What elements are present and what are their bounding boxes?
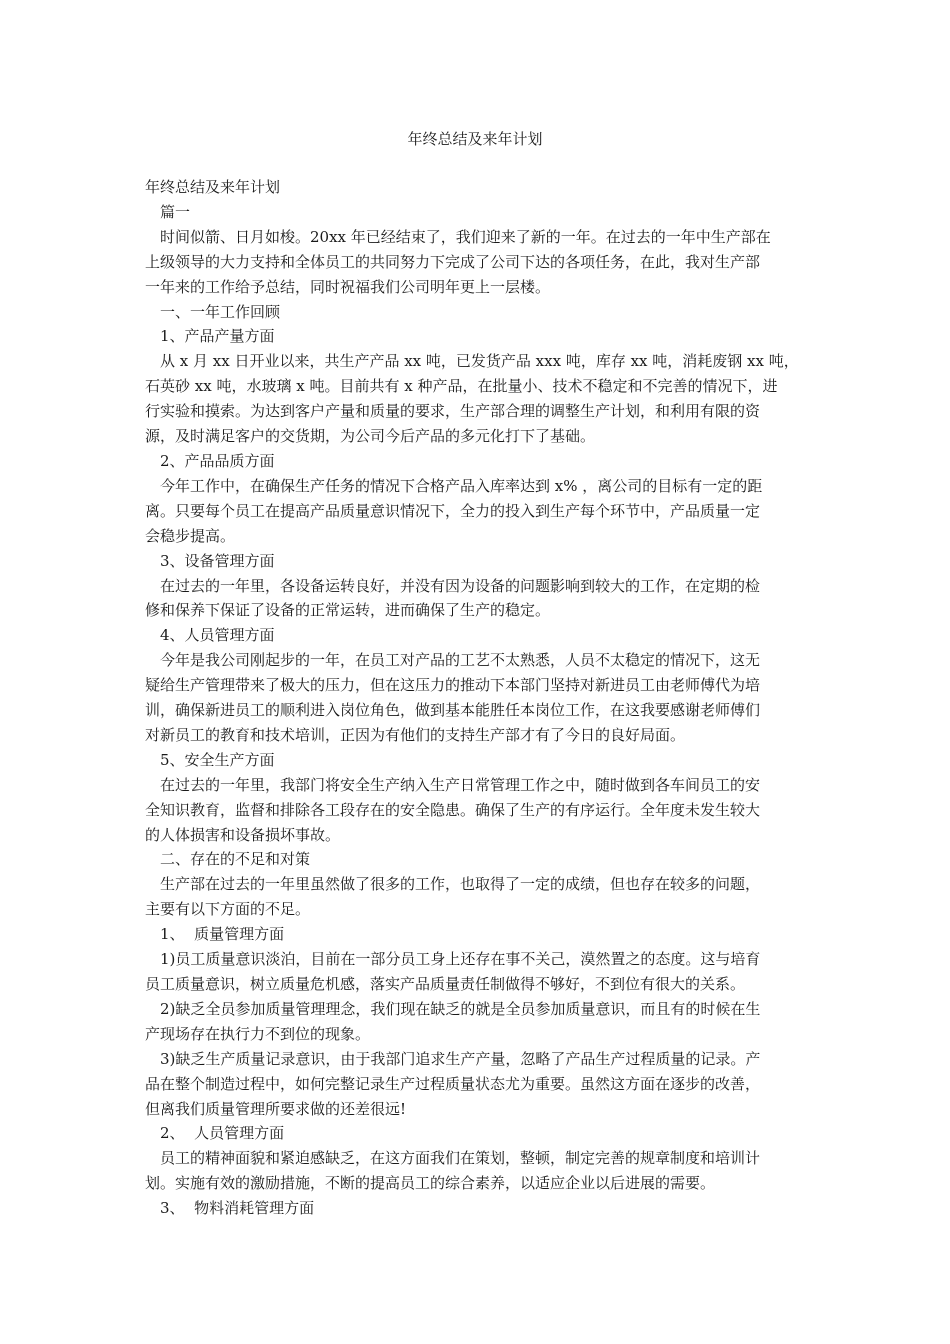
body-line: 会稳步提高。 xyxy=(145,526,236,545)
body-line: 3、 物料消耗管理方面 xyxy=(160,1199,315,1218)
body-line: 行实验和摸索。为达到客户产量和质量的要求，生产部合理的调整生产计划，和利用有限的资 xyxy=(145,402,761,421)
body-line: 离。只要每个员工在提高产品质量意识情况下，全力的投入到生产每个环节中，产品质量一定 xyxy=(145,501,761,520)
body-line: 主要有以下方面的不足。 xyxy=(145,900,311,919)
body-line: 在过去的一年里，各设备运转良好，并没有因为设备的问题影响到较大的工作，在定期的检 xyxy=(160,576,761,595)
body-line: 产现场存在执行力不到位的现象。 xyxy=(145,1024,371,1043)
body-line: 年终总结及来年计划 xyxy=(145,178,281,196)
body-line: 从 x 月 xx 日开业以来，共生产产品 xx 吨，已发货产品 xxx 吨，库存 xx 吨，消耗废钢 xx 吨， xyxy=(160,352,799,371)
body-line: 品在整个制造过程中，如何完整记录生产过程质量状态尤为重要。虽然这方面在逐步的改善， xyxy=(145,1074,761,1093)
body-line: 但离我们质量管理所要求做的还差很远! xyxy=(145,1099,407,1118)
body-line: 一年来的工作给予总结，同时祝福我们公司明年更上一层楼。 xyxy=(145,277,551,296)
body-line: 石英砂 xx 吨，水玻璃 x 吨。目前共有 x 种产品，在批量小、技术不稳定和不完善的情况下，进 xyxy=(145,377,778,396)
body-line: 2)缺乏全员参加质量管理理念，我们现在缺乏的就是全员参加质量意识，而且有的时候在生 xyxy=(160,999,761,1018)
body-line: 时间似箭、日月如梭。20xx 年已经结束了，我们迎来了新的一年。在过去的一年中生产部在 xyxy=(160,227,771,246)
body-line: 4、人员管理方面 xyxy=(160,626,275,645)
body-line: 在过去的一年里，我部门将安全生产纳入生产日常管理工作之中，随时做到各车间员工的安 xyxy=(160,775,761,794)
body-line: 源，及时满足客户的交货期，为公司今后产品的多元化打下了基础。 xyxy=(145,427,596,446)
body-line: 1、 质量管理方面 xyxy=(160,925,285,944)
body-line: 疑给生产管理带来了极大的压力，但在这压力的推动下本部门坚持对新进员工由老师傅代为培 xyxy=(145,676,761,695)
body-line: 修和保养下保证了设备的正常运转，进而确保了生产的稳定。 xyxy=(145,601,551,620)
body-line: 今年是我公司刚起步的一年，在员工对产品的工艺不太熟悉，人员不太稳定的情况下，这无 xyxy=(160,651,761,670)
body-line: 2、 人员管理方面 xyxy=(160,1124,285,1143)
body-line: 2、产品品质方面 xyxy=(160,451,275,470)
body-line: 篇一 xyxy=(160,202,191,221)
body-line: 3、设备管理方面 xyxy=(160,551,275,570)
body-line: 训，确保新进员工的顺利进入岗位角色，做到基本能胜任本岗位工作，在这我要感谢老师傅们 xyxy=(145,701,761,720)
body-line: 划。实施有效的激励措施，不断的提高员工的综合素养，以适应企业以后进展的需要。 xyxy=(145,1174,716,1193)
body-line: 3)缺乏生产质量记录意识，由于我部门追求生产产量，忽略了产品生产过程质量的记录。产 xyxy=(160,1049,761,1068)
body-line: 的人体损害和设备损坏事故。 xyxy=(145,825,341,844)
document-body xyxy=(145,175,805,1221)
body-line: 员工质量意识，树立质量危机感，落实产品质量责任制做得不够好，不到位有很大的关系。 xyxy=(145,975,746,993)
body-line: 生产部在过去的一年里虽然做了很多的工作，也取得了一定的成绩，但也存在较多的问题， xyxy=(160,875,761,894)
body-line: 对新员工的教育和技术培训，正因为有他们的支持生产部才有了今日的良好局面。 xyxy=(145,725,686,744)
document-title: 年终总结及来年计划 xyxy=(407,130,543,148)
body-line: 全知识教育，监督和排除各工段存在的安全隐患。确保了生产的有序运行。全年度未发生较大 xyxy=(145,800,761,819)
body-line: 5、安全生产方面 xyxy=(160,750,275,769)
body-line: 二、存在的不足和对策 xyxy=(160,850,311,869)
body-line: 上级领导的大力支持和全体员工的共同努力下完成了公司下达的各项任务，在此，我对生产部 xyxy=(145,252,761,271)
body-line: 一、一年工作回顾 xyxy=(160,302,281,321)
body-line: 今年工作中，在确保生产任务的情况下合格产品入库率达到 x% ，离公司的目标有一定的距 xyxy=(160,476,763,495)
body-line: 员工的精神面貌和紧迫感缺乏，在这方面我们在策划，整顿，制定完善的规章制度和培训计 xyxy=(160,1149,761,1168)
body-line: 1)员工质量意识淡泊，目前在一部分员工身上还存在事不关己，漠然置之的态度。这与培育 xyxy=(160,950,761,969)
body-line: 1、产品产量方面 xyxy=(160,327,275,346)
